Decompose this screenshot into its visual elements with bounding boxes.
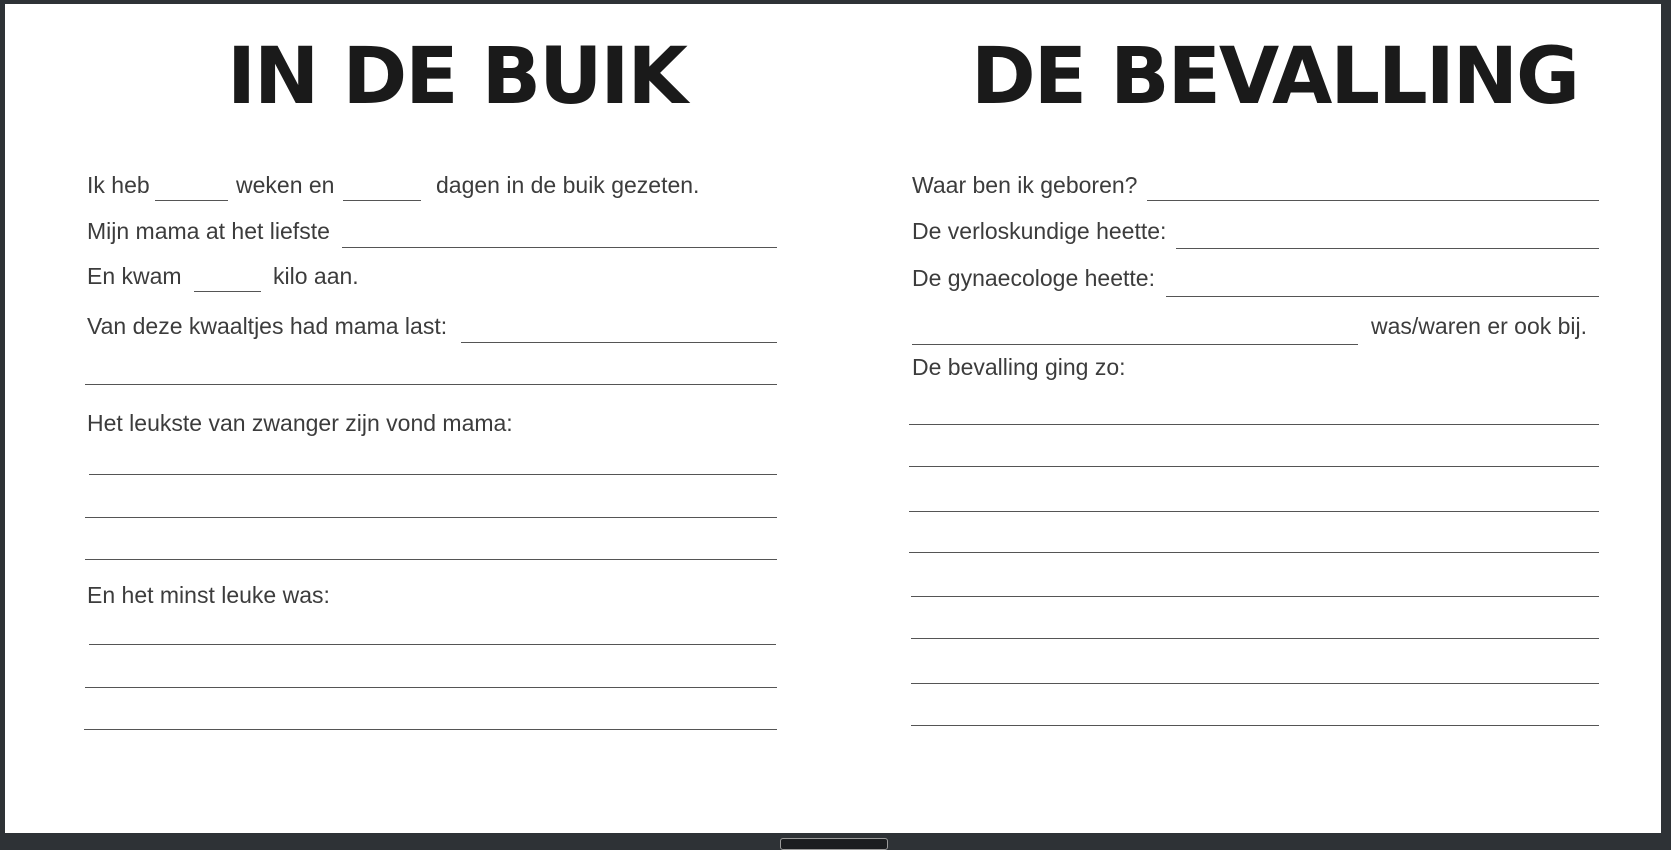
- right-page-title: DE BEVALLING: [971, 32, 1579, 122]
- gynecologist-answer-line[interactable]: [1166, 296, 1599, 297]
- also-present-label: was/waren er ook bij.: [1371, 313, 1588, 339]
- complaints-label: Van deze kwaaltjes had mama last:: [87, 313, 448, 339]
- weeks-answer-line[interactable]: [155, 200, 228, 201]
- delivery-answer-line[interactable]: [909, 424, 1599, 425]
- weight-label-suffix: kilo aan.: [273, 263, 359, 289]
- complaints-answer-line[interactable]: [85, 384, 777, 385]
- midwife-answer-line[interactable]: [1176, 248, 1599, 249]
- birthplace-answer-line[interactable]: [1147, 200, 1599, 201]
- gynecologist-label: De gynaecologe heette:: [912, 265, 1155, 291]
- worst-part-answer-line[interactable]: [85, 687, 777, 688]
- delivery-answer-line[interactable]: [909, 552, 1599, 553]
- worst-part-answer-line[interactable]: [84, 729, 777, 730]
- left-page-title: IN DE BUIK: [227, 32, 686, 122]
- weeks-label-suffix: dagen in de buik gezeten.: [436, 172, 700, 198]
- also-present-answer-line[interactable]: [912, 344, 1358, 345]
- days-answer-line[interactable]: [343, 200, 421, 201]
- best-part-answer-line[interactable]: [89, 474, 777, 475]
- delivery-answer-line[interactable]: [911, 638, 1599, 639]
- favorite-food-label: Mijn mama at het liefste: [87, 218, 330, 244]
- midwife-label: De verloskundige heette:: [912, 218, 1167, 244]
- delivery-label: De bevalling ging zo:: [912, 354, 1126, 380]
- bottom-handle[interactable]: [780, 838, 888, 850]
- baby-book-spread: [5, 4, 1661, 833]
- worst-part-label: En het minst leuke was:: [87, 582, 330, 608]
- favorite-food-answer-line[interactable]: [342, 247, 777, 248]
- delivery-answer-line[interactable]: [909, 511, 1599, 512]
- best-part-label: Het leukste van zwanger zijn vond mama:: [87, 410, 513, 436]
- complaints-answer-line[interactable]: [461, 342, 777, 343]
- best-part-answer-line[interactable]: [85, 559, 777, 560]
- weight-label-prefix: En kwam: [87, 263, 182, 289]
- best-part-answer-line[interactable]: [85, 517, 777, 518]
- delivery-answer-line[interactable]: [911, 596, 1599, 597]
- weeks-label-mid: weken en: [236, 172, 335, 198]
- birthplace-label: Waar ben ik geboren?: [912, 172, 1138, 198]
- delivery-answer-line[interactable]: [911, 725, 1599, 726]
- worst-part-answer-line[interactable]: [89, 644, 776, 645]
- weeks-label-prefix: Ik heb: [87, 172, 150, 198]
- delivery-answer-line[interactable]: [911, 683, 1599, 684]
- weight-answer-line[interactable]: [194, 291, 261, 292]
- delivery-answer-line[interactable]: [909, 466, 1599, 467]
